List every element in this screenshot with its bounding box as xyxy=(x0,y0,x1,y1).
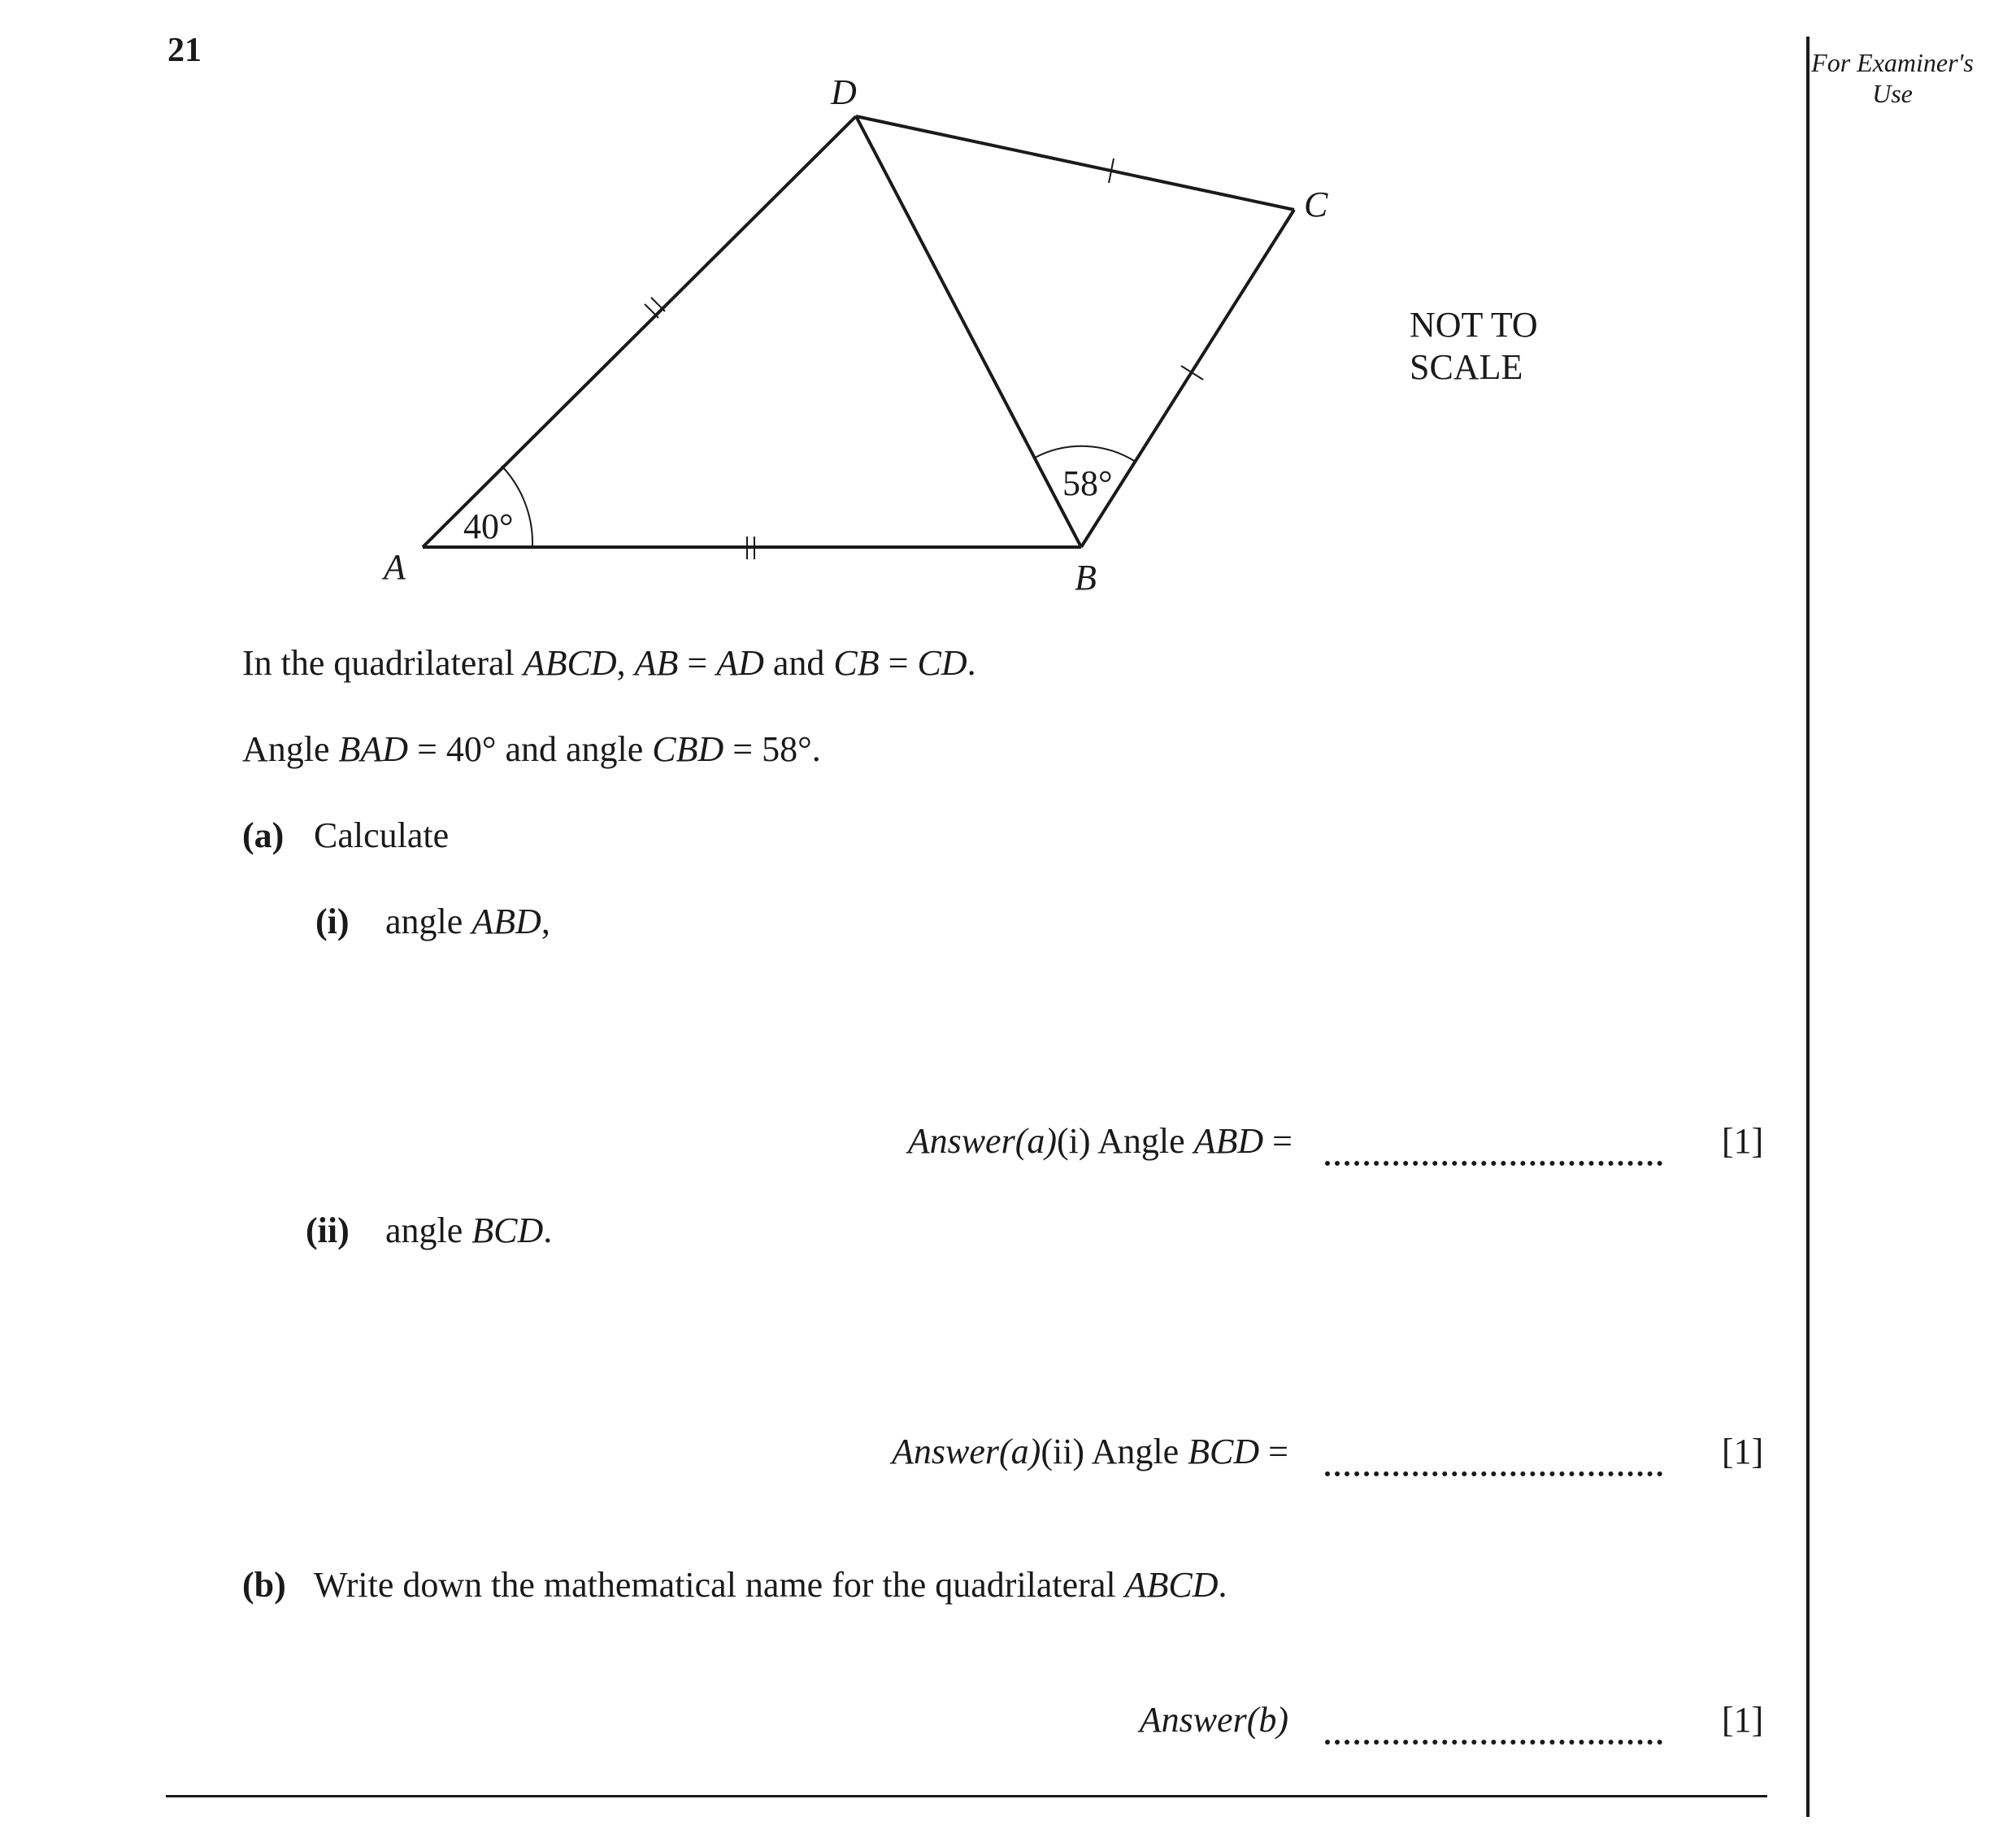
answer-b-mark: [1] xyxy=(1722,1700,1764,1740)
vertex-label-d: D xyxy=(831,72,857,112)
part-b-label: (b) xyxy=(242,1565,286,1605)
intro-line-2: Angle BAD = 40° and angle CBD = 58°. xyxy=(242,729,821,769)
part-a-text: Calculate xyxy=(314,815,450,855)
vertex-label-a: A xyxy=(384,547,406,587)
side-bc xyxy=(1081,210,1294,547)
part-a-i-text: angle ABD, xyxy=(385,902,550,941)
answer-a-i-line[interactable] xyxy=(1325,1161,1662,1166)
answer-a-ii-line[interactable] xyxy=(1325,1471,1662,1476)
part-a-ii-text: angle BCD. xyxy=(385,1210,553,1250)
answer-a-ii-label: Answer(a)(ii) Angle BCD = xyxy=(892,1432,1288,1471)
quadrilateral-diagram xyxy=(0,0,2016,650)
answer-b-line[interactable] xyxy=(1325,1740,1662,1745)
page-bottom-rule xyxy=(166,1795,1767,1797)
tick-ad-2 xyxy=(651,298,665,311)
not-to-scale-note: NOT TO SCALE xyxy=(1410,305,1538,387)
part-a-i-label: (i) xyxy=(315,902,350,941)
part-b-text: Write down the mathematical name for the quadrilateral ABCD. xyxy=(314,1565,1227,1605)
side-ad xyxy=(423,116,856,547)
tick-bc xyxy=(1181,366,1203,380)
angle-label-b: 58° xyxy=(1062,463,1113,503)
examiner-use-label: For Examiner's Use xyxy=(1811,48,1974,108)
tick-ad-1 xyxy=(645,304,658,318)
answer-b-label: Answer(b) xyxy=(1139,1700,1288,1740)
answer-a-i-label: Answer(a)(i) Angle ABD = xyxy=(907,1121,1293,1161)
intro-line-1: In the quadrilateral ABCD, AB = AD and CB = CD. xyxy=(242,643,976,683)
side-dc xyxy=(856,116,1294,210)
angle-arc-b xyxy=(1035,446,1136,462)
vertex-label-c: C xyxy=(1304,185,1328,224)
question-number: 21 xyxy=(167,32,202,69)
part-a-ii-label: (ii) xyxy=(306,1210,350,1250)
vertex-label-b: B xyxy=(1075,558,1097,598)
part-a-label: (a) xyxy=(242,815,285,855)
angle-label-a: 40° xyxy=(463,506,514,546)
answer-a-ii-mark: [1] xyxy=(1722,1432,1764,1471)
diagonal-db xyxy=(856,116,1081,547)
answer-a-i-mark: [1] xyxy=(1722,1121,1764,1161)
